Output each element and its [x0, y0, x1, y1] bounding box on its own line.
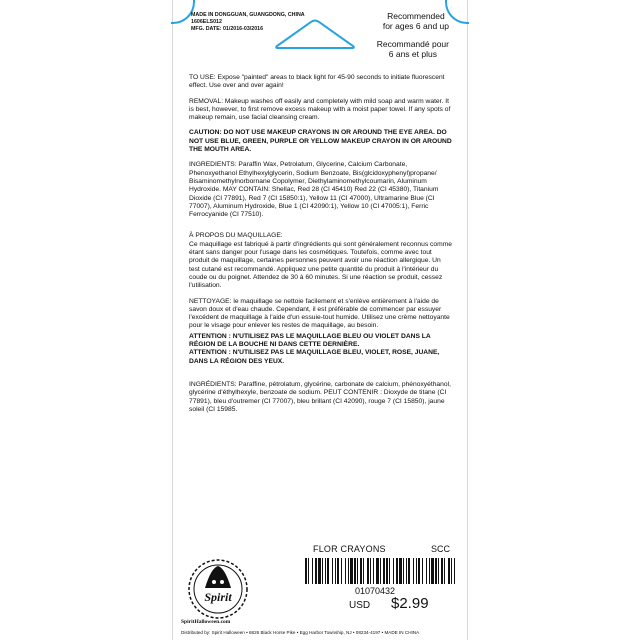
caution-text: CAUTION: DO NOT USE MAKEUP CRAYONS IN OR AROUND THE EYE AREA. DO NOT USE BLUE, GREEN, PURPLE OR YELLOW MAKEUP CRAYON IN OR AROUND THE MOUTH AREA. [189, 129, 452, 154]
cleaning-text: NETTOYAGE: le maquillage se nettoie facilement et s'enlève entièrement à l'aide de savon doux et d'eau chaude. Cependant, il est préférable de commencer par essuyer l'excédent de maquillage à l'aide d'un essuie-tout humide. Utilisez une crème nettoyante pour le visage pour enlever les restes de maquillage, au besoin. [189, 297, 450, 330]
barcode-bar [403, 558, 404, 584]
barcode-bar [376, 558, 379, 584]
barcode-bar [325, 558, 326, 584]
to-use-text: TO USE: Expose "painted" areas to black light for 45-90 seconds to initiate fluorescent effect. Use over and over again! [189, 74, 445, 90]
barcode-bar [444, 558, 445, 584]
age-recommendation-fr: Recommandé pour 6 ans et plus [376, 39, 449, 59]
barcode-bar [451, 558, 452, 584]
barcode-bar [441, 558, 443, 584]
product-card [172, 0, 468, 640]
barcode-bar [438, 558, 439, 584]
age-recommendation-en: Recommended for ages 6 and up [382, 11, 449, 31]
hanger-hole-icon [273, 18, 357, 50]
barcode-bar [448, 558, 450, 584]
barcode-bar [416, 558, 417, 584]
barcode-bar [454, 558, 455, 584]
barcode-bar [305, 558, 307, 584]
barcode-bar [399, 558, 402, 584]
barcode-bar [308, 558, 309, 584]
brand-url: SpiritHalloween.com [181, 619, 231, 625]
barcode-bar [413, 558, 414, 584]
barcode-bar [367, 558, 369, 584]
barcode-bar [380, 558, 381, 584]
origin-info: MADE IN DONGGUAN, GUANGDONG, CHINA 1606ELS012 MFG. DATE: 01/2016-03/2016 [191, 12, 305, 32]
barcode-bar [435, 558, 437, 584]
barcode-bar [341, 558, 342, 584]
barcode-bar [348, 558, 349, 584]
barcode-bar [327, 558, 329, 584]
barcode-bar [370, 558, 371, 584]
barcode-bar [406, 558, 407, 584]
barcode-bar [315, 558, 317, 584]
store-code: SCC [431, 544, 451, 554]
barcode-bar [383, 558, 385, 584]
barcode-bar [422, 558, 423, 584]
removal-text: REMOVAL: Makeup washes off easily and completely with mild soap and warm water. It is best, however, to first remove excess makeup with a moist paper towel. If any spots of makeup remain, use facial cleansing cream. [189, 97, 451, 122]
barcode-bar [389, 558, 390, 584]
warning-text-1: ATTENTION : N'UTILISEZ PAS LE MAQUILLAGE BLEU OU VIOLET DANS LA RÉGION DE LA BOUCHE NI DANS CETTE DERNIÈRE. [189, 332, 431, 349]
instructions-text [189, 74, 453, 421]
logo-wordmark: Spirit [204, 590, 232, 604]
barcode [305, 558, 457, 584]
barcode-bar [396, 558, 398, 584]
spirit-logo [187, 558, 249, 620]
barcode-bar [418, 558, 420, 584]
barcode-bar [426, 558, 427, 584]
price-tag [173, 538, 469, 640]
barcode-bar [354, 558, 356, 584]
product-name: FLOR CRAYONS [313, 544, 386, 554]
about-text: Ce maquillage est fabriqué à partir d'ingrédients qui sont généralement reconnus comme étant sans danger pour l'usage dans les cosmétiques. Toutefois, comme avec tout produit de maquillage, certaines personnes peuvent avoir une réaction allergique. Un test cutané est recommandé. Appliquez une petite quantité du produit à l'intérieur du coude ou du poignet. Attendez de 30 à 60 minutes. Si une réaction se produit, cessez l'utilisation. [189, 240, 452, 290]
about-heading: À PROPOS DU MAQUILLAGE: [189, 232, 283, 240]
barcode-bar [337, 558, 339, 584]
barcode-bar [386, 558, 388, 584]
barcode-bar [357, 558, 358, 584]
warning-text-2: ATTENTION : N'UTILISEZ PAS LE MAQUILLAGE BLEU, VIOLET, ROSE, JUANE, DANS LA RÉGION DES YEUX. [189, 349, 440, 365]
barcode-bar [345, 558, 346, 584]
barcode-bar [393, 558, 394, 584]
barcode-bar [408, 558, 410, 584]
ingredients-text: INGREDIENTS: Paraffin Wax, Petrolatum, Glycerine, Calcium Carbonate, Phenoxyethanol Ethylhexylglycerin, Sodium Benzoate, Bis(glcidoxyphenyl)propane/ Bisaminomethylnorbornane Copolymer, Diethylaminomethylcoumarin, Aluminum Hydroxide. MAY CONTAIN: Shellac, Red 28 (CI 45410) Red 22 (CI 45380), Titanium Dioxide (CI 77891), Red 7 (CI 15850:1), Yellow 11 (CI 47000), Ultramarine Blue (CI 77007), Aluminum Hydroxide, Blue 1 (CI 42090:1), Yellow 10 (CI 47005:1), Ferric Ferrocyanide (CI 77510). [189, 161, 439, 219]
barcode-bar [332, 558, 333, 584]
upc-number: 01070432 [355, 586, 396, 596]
barcode-bar [322, 558, 323, 584]
barcode-bar [350, 558, 353, 584]
barcode-bar [429, 558, 430, 584]
price: $2.99 [391, 595, 429, 612]
currency: USD [349, 600, 371, 611]
french-ingredients-text: INGRÉDIENTS: Paraffine, pétrolatum, glycérine, carbonate de calcium, phénoxyéthanol, glycérine d'éthylhexyle, benzoate de sodium. PEUT CONTENIR : Dioxyde de titane (CI 77891), bleu d'outremer (CI 77007), bleu brillant (CI 42090), rouge 7 (CI 15850), jaune soleil (CI 15985. [189, 380, 451, 413]
barcode-bar [360, 558, 362, 584]
barcode-bar [431, 558, 434, 584]
barcode-bar [312, 558, 313, 584]
distributor-footer: Distributed by: Spirit Halloween • 6826 Black Horse Pike • Egg Harbor Township, NJ • 08234-4197 • MADE IN CHINA [181, 630, 420, 635]
barcode-bar [335, 558, 336, 584]
barcode-bar [373, 558, 374, 584]
barcode-bar [318, 558, 321, 584]
barcode-bar [363, 558, 364, 584]
